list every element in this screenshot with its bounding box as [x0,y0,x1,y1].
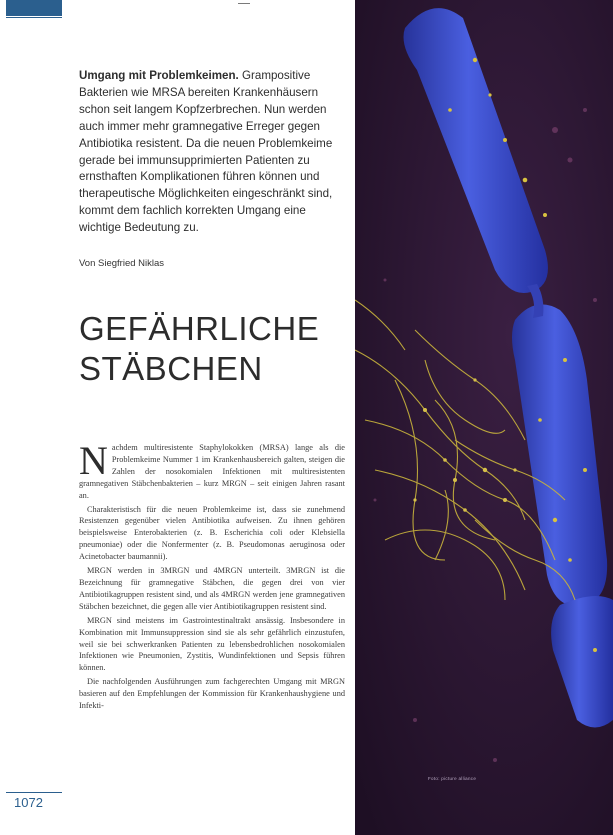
body-paragraph-2: Charakteristisch für die neuen Problemkeime ist, dass sie zunehmend Resistenzen gegenüber vielen Antibiotika aufweisen. Zu ihnen gehören beispielsweise Enterobakterien (z. B. Escherichia coli oder Klebsiella pneumoniae) oder die Nonfermenter (z. B. Pseudomonas aeruginosa oder Acinetobacter baumannii). [79,504,345,562]
headline-line-1: GEFÄHRLICHE [79,310,320,347]
article-teaser [79,68,347,237]
body-paragraph-3: MRGN werden in 3MRGN und 4MRGN unterteilt. 3MRGN ist die Bezeichnung für gramnegative Stäbchen, die gegen drei von vier Antibiotikagruppen resistent sind, und als 4MRGN werden jene gramnegativen Stäbchen bezeichnet, die gegen alle vier Antibiotikagruppen resistent sind. [79,566,345,611]
header-rule [6,17,62,18]
header-mark [238,3,250,4]
photo-credit: Foto: picture alliance [428,776,477,781]
section-tab [6,0,62,16]
teaser-text: Grampositive Bakterien wie MRSA bereiten Krankenhäusern schon seit langem Kopfzerbrechen. Nun werden auch immer mehr gramnegative Erreger gegen Antibiotika resistent. Da die neuen Problemkeime gerade bei immunsupprimierten Patienten zu ernsthaften Komplikationen führen können und therapeutische Möglichkeiten eingeschränkt sind, kommt dem fachlich korrekten Umgang eine wichtige Bedeutung zu. [79,69,333,235]
body-paragraph-5: Die nachfolgenden Ausführungen zum fachgerechten Umgang mit MRGN basieren auf den Empfehlungen der Kommission für Krankenhaushygiene und Infekti- [79,677,345,711]
footer-rule [6,792,62,793]
article-headline [79,309,319,389]
author-byline: Von Siegfried Niklas [79,258,165,269]
bacteria-micrograph [355,0,613,835]
body-paragraph-1-text: achdem multiresistente Staphylokokken (MRSA) lange als die Problemkeime Nummer 1 im Krankenhausbereich galten, steigen die Zahlen der nosokomialen Infektionen mit multiresistenten gramnegativen Stäbchenbakterien – kurz MRGN – seit einigen Jahren rasant an. [79,443,345,500]
drop-cap: N [79,442,108,483]
teaser-lead: Umgang mit Problemkeimen. [79,69,239,82]
page-number: 1072 [14,795,43,810]
headline-line-2: STÄBCHEN [79,350,263,387]
body-paragraph-4: MRGN sind meistens im Gastrointestinaltrakt ansässig. Insbesondere in Kombination mit Immunsuppression sind sie als sehr gefährlich einzustufen, weil sie bei schwerkranken Patienten zu lebensbedrohlichen nosokomialen Infektionen wie Pneumonien, Zystitis, Wundinfektionen und Sepsis führen können. [79,615,345,673]
body-paragraph-1 [79,442,345,502]
article-body [79,442,345,794]
